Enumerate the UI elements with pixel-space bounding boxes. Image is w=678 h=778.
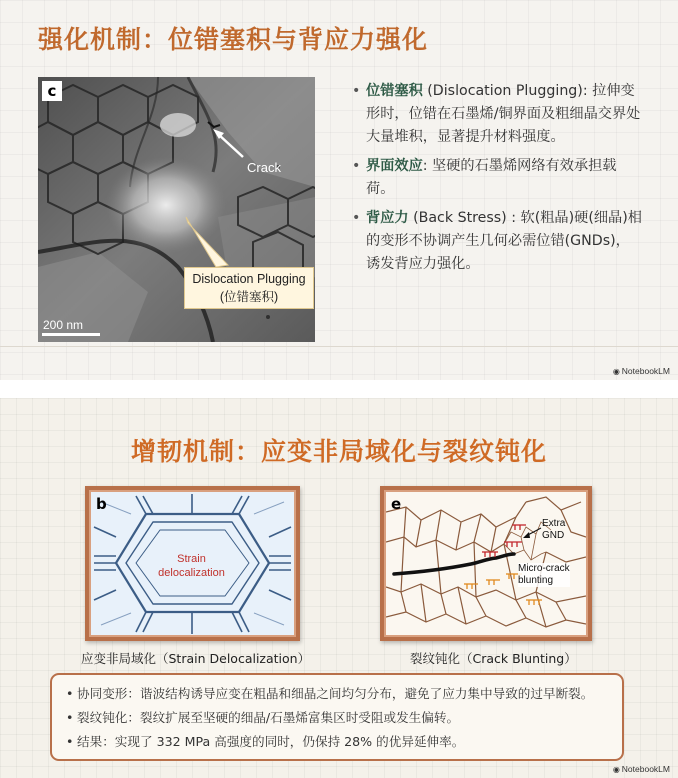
extra-gnd-label bbox=[542, 518, 565, 542]
bullet-text: (Dislocation Plugging): 拉伸变形时，位错在石墨烯/铜界面及粗细晶交界处大量堆积，显著提升材料强度。 bbox=[366, 83, 641, 145]
micro-crack-blunting-label bbox=[518, 563, 570, 587]
plugging-label-en: Dislocation Plugging bbox=[192, 272, 306, 286]
bullet-dislocation-plugging bbox=[352, 80, 642, 149]
crack-label: Crack bbox=[247, 160, 281, 175]
slide-gap bbox=[0, 380, 678, 398]
badge-label: NotebookLM bbox=[621, 366, 670, 376]
scale-bar-label: 200 nm bbox=[43, 318, 84, 332]
tem-micrograph bbox=[38, 77, 315, 342]
notebooklm-icon: ◉ bbox=[612, 366, 620, 376]
bullet-keyword: 位错塞积 bbox=[366, 83, 423, 99]
bullet-keyword: 背应力 bbox=[366, 210, 409, 226]
panel-letter-e: e bbox=[391, 495, 402, 513]
summary-item-cooperative-deformation: • 协同变形：谐波结构诱导应变在粗晶和细晶之间均匀分布，避免了应力集中导致的过早断裂。 bbox=[66, 682, 622, 706]
footer-divider bbox=[0, 346, 678, 347]
extra-gnd-line1: Extra bbox=[542, 518, 566, 529]
caption-crack-blunting: 裂纹钝化（Crack Blunting） bbox=[410, 651, 577, 666]
panel-letter-b: b bbox=[96, 495, 107, 513]
bullet-text: : 坚硬的石墨烯网络有效承担载荷。 bbox=[366, 158, 617, 197]
plugging-callout bbox=[184, 267, 314, 309]
badge-label: NotebookLM bbox=[621, 764, 670, 774]
slide-toughening bbox=[0, 398, 678, 778]
strain-delocalization-label bbox=[144, 552, 239, 580]
panel-letter-c: c bbox=[42, 81, 62, 101]
notebooklm-icon: ◉ bbox=[612, 764, 620, 774]
bullet-text: (Back Stress) : 软(粗晶)硬(细晶)相的变形不协调产生几何必需位错(GNDs)，诱发背应力强化。 bbox=[366, 210, 642, 272]
figure-strain-delocalization bbox=[85, 486, 300, 641]
bullet-keyword: 界面效应 bbox=[366, 158, 423, 174]
notebooklm-badge bbox=[613, 764, 670, 774]
strain-label-line1: Strain bbox=[177, 553, 206, 565]
plugging-label-zh: (位错塞积) bbox=[219, 290, 279, 304]
caption-strain-delocalization: 应变非局域化（Strain Delocalization） bbox=[81, 651, 311, 666]
summary-box bbox=[50, 673, 624, 761]
summary-item-crack-blunting: • 裂纹钝化：裂纹扩展至坚硬的细晶/石墨烯富集区时受阻或发生偏转。 bbox=[66, 706, 622, 730]
bullet-interface-effect bbox=[352, 155, 642, 201]
blunting-line1: Micro-crack bbox=[518, 563, 570, 574]
blunting-line2: blunting bbox=[518, 575, 554, 586]
slide-title: 强化机制：位错塞积与背应力强化 bbox=[38, 25, 429, 54]
strain-label-line2: delocalization bbox=[158, 567, 225, 579]
figure-crack-blunting bbox=[380, 486, 592, 641]
slide-title: 增韧机制：应变非局域化与裂纹钝化 bbox=[130, 437, 547, 466]
notebooklm-badge bbox=[613, 366, 670, 376]
bullet-list bbox=[352, 80, 642, 282]
slide-strengthening bbox=[0, 0, 678, 380]
extra-gnd-line2: GND bbox=[542, 530, 565, 541]
bullet-back-stress bbox=[352, 207, 642, 276]
scale-bar bbox=[42, 333, 100, 336]
summary-item-result: • 结果：实现了 332 MPa 高强度的同时，仍保持 28% 的优异延伸率。 bbox=[66, 730, 622, 754]
